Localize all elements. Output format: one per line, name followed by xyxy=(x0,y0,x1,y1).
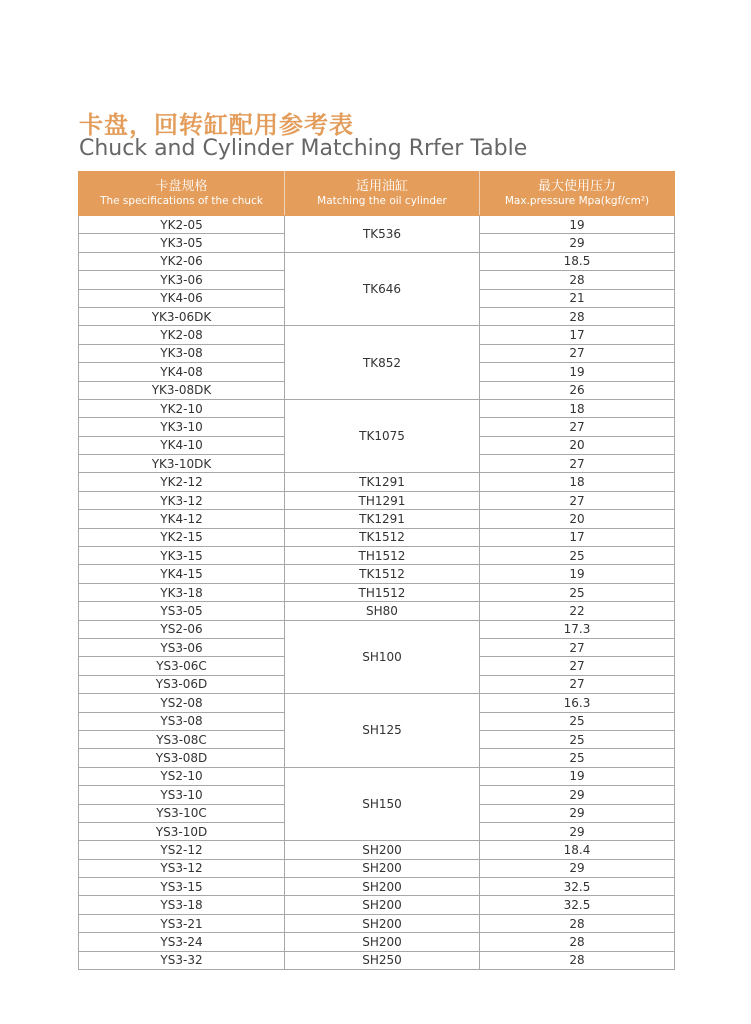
chuck-spec-cell: YK4-08 xyxy=(79,363,285,381)
cylinder-cell: SH250 xyxy=(285,951,480,969)
pressure-cell: 19 xyxy=(480,767,675,785)
pressure-cell: 19 xyxy=(480,363,675,381)
chuck-spec-cell: YS3-15 xyxy=(79,878,285,896)
table-row xyxy=(79,399,675,417)
pressure-cell: 18 xyxy=(480,399,675,417)
pressure-cell: 28 xyxy=(480,951,675,969)
chuck-spec-cell: YS2-08 xyxy=(79,694,285,712)
pressure-cell: 27 xyxy=(480,491,675,509)
cylinder-cell: SH80 xyxy=(285,602,480,620)
chuck-spec-cell: YK2-05 xyxy=(79,216,285,234)
pressure-cell: 28 xyxy=(480,271,675,289)
header-pressure xyxy=(480,172,675,216)
chuck-spec-cell: YK3-15 xyxy=(79,547,285,565)
cylinder-cell: SH100 xyxy=(285,620,480,694)
cylinder-cell: SH150 xyxy=(285,767,480,841)
pressure-cell: 22 xyxy=(480,602,675,620)
header-cylinder xyxy=(285,172,480,216)
header-pressure-en: Max.pressure Mpa(kgf/cm²) xyxy=(504,194,650,207)
chuck-spec-cell: YK3-12 xyxy=(79,491,285,509)
table-row xyxy=(79,528,675,546)
table-row xyxy=(79,951,675,969)
header-chuck-en: The specifications of the chuck xyxy=(100,194,263,207)
header-chuck xyxy=(79,172,285,216)
cylinder-cell: TK536 xyxy=(285,216,480,253)
chuck-spec-cell: YS3-05 xyxy=(79,602,285,620)
cylinder-cell: SH200 xyxy=(285,841,480,859)
cylinder-cell: TK1512 xyxy=(285,528,480,546)
pressure-cell: 32.5 xyxy=(480,878,675,896)
pressure-cell: 17 xyxy=(480,326,675,344)
chuck-spec-cell: YS3-12 xyxy=(79,859,285,877)
chuck-spec-cell: YK4-06 xyxy=(79,289,285,307)
chuck-spec-cell: YS3-10D xyxy=(79,822,285,840)
cylinder-cell: SH200 xyxy=(285,896,480,914)
pressure-cell: 29 xyxy=(480,804,675,822)
chuck-spec-cell: YK3-08 xyxy=(79,344,285,362)
pressure-cell: 18.5 xyxy=(480,252,675,270)
pressure-cell: 25 xyxy=(480,547,675,565)
chuck-spec-cell: YK4-12 xyxy=(79,510,285,528)
chuck-spec-cell: YK2-10 xyxy=(79,399,285,417)
cylinder-cell: TK1512 xyxy=(285,565,480,583)
chuck-spec-cell: YS3-06D xyxy=(79,675,285,693)
pressure-cell: 19 xyxy=(480,565,675,583)
chuck-spec-cell: YK2-08 xyxy=(79,326,285,344)
pressure-cell: 29 xyxy=(480,859,675,877)
cylinder-cell: TK852 xyxy=(285,326,480,400)
pressure-cell: 29 xyxy=(480,786,675,804)
table-row xyxy=(79,620,675,638)
chuck-spec-cell: YS3-24 xyxy=(79,933,285,951)
chuck-spec-cell: YS3-10 xyxy=(79,786,285,804)
table-row xyxy=(79,896,675,914)
chuck-spec-cell: YK4-15 xyxy=(79,565,285,583)
cylinder-cell: SH200 xyxy=(285,859,480,877)
chuck-spec-cell: YS3-06 xyxy=(79,638,285,656)
pressure-cell: 18.4 xyxy=(480,841,675,859)
pressure-cell: 27 xyxy=(480,638,675,656)
cylinder-cell: TH1512 xyxy=(285,547,480,565)
pressure-cell: 25 xyxy=(480,583,675,601)
cylinder-cell: SH200 xyxy=(285,933,480,951)
table-header-row xyxy=(79,172,675,216)
cylinder-cell: SH200 xyxy=(285,878,480,896)
chuck-spec-cell: YK3-06DK xyxy=(79,307,285,325)
pressure-cell: 27 xyxy=(480,344,675,362)
chuck-spec-cell: YS3-10C xyxy=(79,804,285,822)
chuck-spec-cell: YK4-10 xyxy=(79,436,285,454)
pressure-cell: 29 xyxy=(480,234,675,252)
chuck-spec-cell: YK2-12 xyxy=(79,473,285,491)
pressure-cell: 32.5 xyxy=(480,896,675,914)
header-cylinder-cn: 适用油缸 xyxy=(355,179,408,194)
chuck-spec-cell: YS2-06 xyxy=(79,620,285,638)
pressure-cell: 25 xyxy=(480,712,675,730)
table-row xyxy=(79,602,675,620)
chuck-spec-cell: YK3-05 xyxy=(79,234,285,252)
chuck-spec-cell: YK3-06 xyxy=(79,271,285,289)
cylinder-cell: TK1291 xyxy=(285,473,480,491)
chuck-spec-cell: YK3-10 xyxy=(79,418,285,436)
table-row xyxy=(79,878,675,896)
pressure-cell: 28 xyxy=(480,307,675,325)
pressure-cell: 18 xyxy=(480,473,675,491)
chuck-spec-cell: YS3-06C xyxy=(79,657,285,675)
cylinder-cell: TH1291 xyxy=(285,491,480,509)
table-row xyxy=(79,583,675,601)
table-row xyxy=(79,252,675,270)
matching-table xyxy=(78,171,675,970)
pressure-cell: 29 xyxy=(480,822,675,840)
chuck-spec-cell: YK3-10DK xyxy=(79,455,285,473)
pressure-cell: 25 xyxy=(480,730,675,748)
header-chuck-cn: 卡盘规格 xyxy=(155,179,208,194)
chuck-spec-cell: YK2-06 xyxy=(79,252,285,270)
header-pressure-cn: 最大使用压力 xyxy=(537,179,616,194)
pressure-cell: 27 xyxy=(480,418,675,436)
table-row xyxy=(79,694,675,712)
table-row xyxy=(79,547,675,565)
chuck-spec-cell: YS3-18 xyxy=(79,896,285,914)
cylinder-cell: SH200 xyxy=(285,914,480,932)
pressure-cell: 27 xyxy=(480,455,675,473)
table-row xyxy=(79,841,675,859)
chuck-spec-cell: YK3-18 xyxy=(79,583,285,601)
page-title-cn: 卡盘，回转缸配用参考表 xyxy=(79,111,354,139)
pressure-cell: 27 xyxy=(480,675,675,693)
pressure-cell: 19 xyxy=(480,216,675,234)
table-row xyxy=(79,933,675,951)
chuck-spec-cell: YS3-21 xyxy=(79,914,285,932)
chuck-spec-cell: YS3-08C xyxy=(79,730,285,748)
pressure-cell: 25 xyxy=(480,749,675,767)
pressure-cell: 28 xyxy=(480,914,675,932)
chuck-spec-cell: YS2-12 xyxy=(79,841,285,859)
cylinder-cell: TK646 xyxy=(285,252,480,326)
table-row xyxy=(79,565,675,583)
pressure-cell: 20 xyxy=(480,436,675,454)
cylinder-cell: TK1291 xyxy=(285,510,480,528)
page-title-en: Chuck and Cylinder Matching Rrfer Table xyxy=(79,136,528,161)
pressure-cell: 17 xyxy=(480,528,675,546)
table-row xyxy=(79,859,675,877)
chuck-spec-cell: YK3-08DK xyxy=(79,381,285,399)
chuck-spec-cell: YS3-08 xyxy=(79,712,285,730)
cylinder-cell: TK1075 xyxy=(285,399,480,473)
chuck-spec-cell: YK2-15 xyxy=(79,528,285,546)
table-row xyxy=(79,326,675,344)
table-row xyxy=(79,767,675,785)
chuck-spec-cell: YS2-10 xyxy=(79,767,285,785)
pressure-cell: 20 xyxy=(480,510,675,528)
table-body xyxy=(79,216,675,970)
pressure-cell: 28 xyxy=(480,933,675,951)
pressure-cell: 16.3 xyxy=(480,694,675,712)
chuck-spec-cell: YS3-32 xyxy=(79,951,285,969)
table-row xyxy=(79,473,675,491)
pressure-cell: 27 xyxy=(480,657,675,675)
pressure-cell: 26 xyxy=(480,381,675,399)
pressure-cell: 21 xyxy=(480,289,675,307)
cylinder-cell: TH1512 xyxy=(285,583,480,601)
table-row xyxy=(79,491,675,509)
header-cylinder-en: Matching the oil cylinder xyxy=(317,194,447,207)
table-row xyxy=(79,914,675,932)
cylinder-cell: SH125 xyxy=(285,694,480,768)
table-row xyxy=(79,216,675,234)
table-row xyxy=(79,510,675,528)
chuck-spec-cell: YS3-08D xyxy=(79,749,285,767)
pressure-cell: 17.3 xyxy=(480,620,675,638)
